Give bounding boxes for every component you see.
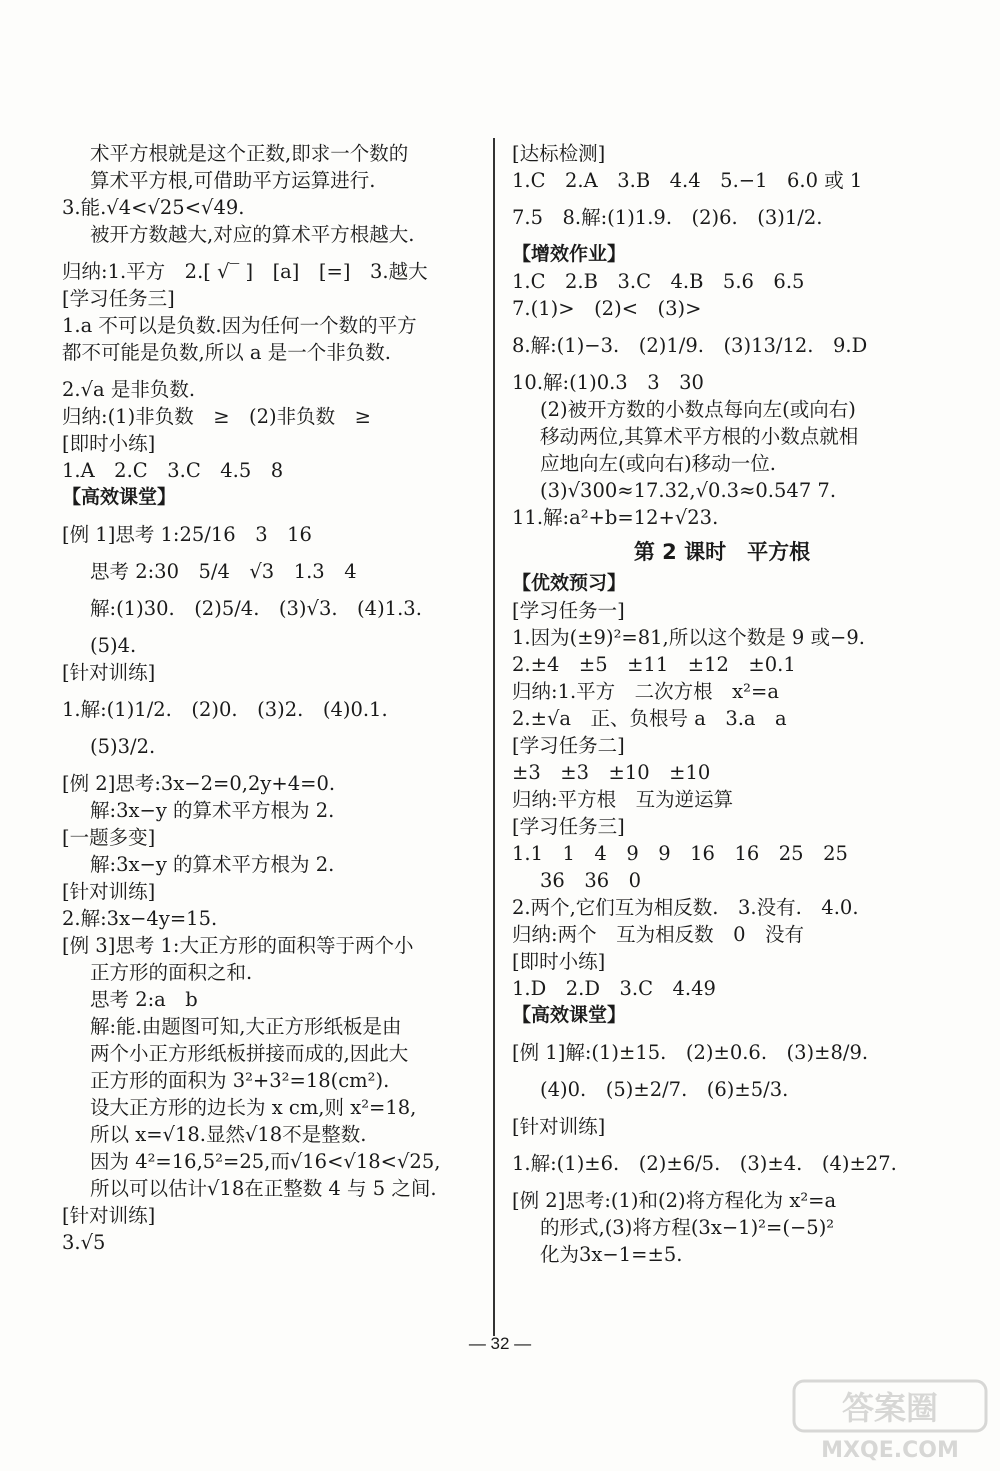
right-line: 1.解:(1)±6. (2)±6/5. (3)±4. (4)±27. <box>512 1152 897 1175</box>
left-line: 归纳:1.平方 2.[ √‾ ] [a] [=] 3.越大 <box>62 260 428 283</box>
left-column <box>62 140 482 1256</box>
left-line: [即时小练] <box>62 432 156 455</box>
left-line: 3.√5 <box>62 1231 106 1254</box>
left-line: 正方形的面积之和. <box>90 961 253 984</box>
left-line: [针对训练] <box>62 661 156 684</box>
left-line: 2.√a 是非负数. <box>62 378 196 401</box>
right-line: 1.C 2.A 3.B 4.4 5.−1 6.0 或 1 <box>512 169 863 192</box>
right-line: [达标检测] <box>512 142 606 165</box>
left-line: [例 2]思考:3x−2=0,2y+4=0. <box>62 772 336 795</box>
right-line: 10.解:(1)0.3 3 30 <box>512 371 704 394</box>
left-line: [学习任务三] <box>62 287 175 310</box>
watermark-text: 答案圈 <box>841 1389 939 1427</box>
left-line: [例 3]思考 1:大正方形的面积等于两个小 <box>62 934 414 957</box>
right-line: [学习任务二] <box>512 734 625 757</box>
left-line: (5)4. <box>90 634 137 657</box>
right-line: 归纳:平方根 互为逆运算 <box>512 788 734 811</box>
right-line: 化为3x−1=±5. <box>540 1243 683 1266</box>
watermark-url: MXQE.COM <box>821 1438 959 1463</box>
right-line: [学习任务三] <box>512 815 625 838</box>
left-line: 两个小正方形纸板拼接而成的,因此大 <box>90 1042 409 1065</box>
left-line: 因为 4²=16,5²=25,而√16<√18<√25, <box>90 1150 441 1173</box>
left-line: 解:能.由题图可知,大正方形纸板是由 <box>90 1015 402 1038</box>
left-line: 正方形的面积为 3²+3²=18(cm²). <box>90 1069 390 1092</box>
left-line: 【高效课堂】 <box>62 486 177 508</box>
right-line: 第 2 课时 平方根 <box>633 540 811 564</box>
left-line: 归纳:(1)非负数 ≥ (2)非负数 ≥ <box>62 405 371 428</box>
right-line: 8.解:(1)−3. (2)1/9. (3)13/12. 9.D <box>512 334 868 357</box>
right-line: 36 36 0 <box>540 869 642 892</box>
left-line: [一题多变] <box>62 826 156 849</box>
right-column <box>512 140 932 1268</box>
left-line: 1.A 2.C 3.C 4.5 8 <box>62 459 284 482</box>
right-line: 归纳:1.平方 二次方根 x²=a <box>512 680 779 703</box>
left-line: [例 1]思考 1:25/16 3 16 <box>62 523 312 546</box>
left-line: 所以可以估计√18在正整数 4 与 5 之间. <box>90 1177 437 1200</box>
right-line: 7.5 8.解:(1)1.9. (2)6. (3)1/2. <box>512 206 823 229</box>
left-line: [针对训练] <box>62 880 156 903</box>
right-line: 2.±4 ±5 ±11 ±12 ±0.1 <box>512 653 796 676</box>
left-line: 术平方根就是这个正数,即求一个数的 <box>90 142 409 165</box>
left-line: 2.解:3x−4y=15. <box>62 907 218 930</box>
left-line: 解:3x−y 的算术平方根为 2. <box>90 853 335 876</box>
left-line: (5)3/2. <box>90 735 156 758</box>
left-line: 解:(1)30. (2)5/4. (3)√3. (4)1.3. <box>90 597 422 620</box>
right-line: 7.(1)> (2)< (3)> <box>512 297 702 320</box>
left-line: [针对训练] <box>62 1204 156 1227</box>
right-line: (4)0. (5)±2/7. (6)±5/3. <box>540 1078 789 1101</box>
right-line: ±3 ±3 ±10 ±10 <box>512 761 711 784</box>
page-number: — 32 — <box>468 1334 532 1353</box>
left-line: 1.a 不可以是负数.因为任何一个数的平方 <box>62 314 417 337</box>
left-line: 解:3x−y 的算术平方根为 2. <box>90 799 335 822</box>
left-line: 算术平方根,可借助平方运算进行. <box>90 169 376 192</box>
right-line: 归纳:两个 互为相反数 0 没有 <box>512 923 804 946</box>
right-line: 【增效作业】 <box>512 243 627 265</box>
right-line: 1.C 2.B 3.C 4.B 5.6 6.5 <box>512 270 805 293</box>
left-line: 被开方数越大,对应的算术平方根越大. <box>90 223 415 246</box>
right-line: 11.解:a²+b=12+√23. <box>512 506 719 529</box>
watermark-icon <box>790 1377 990 1463</box>
left-line: 思考 2:a b <box>90 988 198 1011</box>
right-line: (2)被开方数的小数点每向左(或向右) <box>540 398 856 421</box>
right-line: 2.±√a 正、负根号 a 3.a a <box>512 707 787 730</box>
right-line: 【优效预习】 <box>512 572 627 594</box>
right-line: [例 1]解:(1)±15. (2)±0.6. (3)±8/9. <box>512 1041 869 1064</box>
right-line: [例 2]思考:(1)和(2)将方程化为 x²=a <box>512 1189 837 1212</box>
right-line: 移动两位,其算术平方根的小数点就相 <box>540 425 859 448</box>
right-line: 【高效课堂】 <box>512 1004 627 1026</box>
right-line: 1.D 2.D 3.C 4.49 <box>512 977 716 1000</box>
watermark-logo <box>790 1377 990 1463</box>
left-line: 设大正方形的边长为 x cm,则 x²=18, <box>90 1096 417 1119</box>
left-line: 3.能.√4<√25<√49. <box>62 196 245 219</box>
right-line: 2.两个,它们互为相反数. 3.没有. 4.0. <box>512 896 859 919</box>
left-line: 思考 2:30 5/4 √3 1.3 4 <box>90 560 357 583</box>
column-divider <box>493 138 495 1336</box>
left-line: 1.解:(1)1/2. (2)0. (3)2. (4)0.1. <box>62 698 388 721</box>
left-line: 所以 x=√18.显然√18不是整数. <box>90 1123 367 1146</box>
right-line: [学习任务一] <box>512 599 625 622</box>
right-line: 的形式,(3)将方程(3x−1)²=(−5)² <box>540 1216 835 1239</box>
right-line: 1.因为(±9)²=81,所以这个数是 9 或−9. <box>512 626 865 649</box>
left-line: 都不可能是负数,所以 a 是一个非负数. <box>62 341 391 364</box>
right-line: 1.1 1 4 9 9 16 16 25 25 <box>512 842 848 865</box>
right-line: [针对训练] <box>512 1115 606 1138</box>
right-line: 应地向左(或向右)移动一位. <box>540 452 776 475</box>
right-line: (3)√300≈17.32,√0.3≈0.547 7. <box>540 479 837 502</box>
right-line: [即时小练] <box>512 950 606 973</box>
